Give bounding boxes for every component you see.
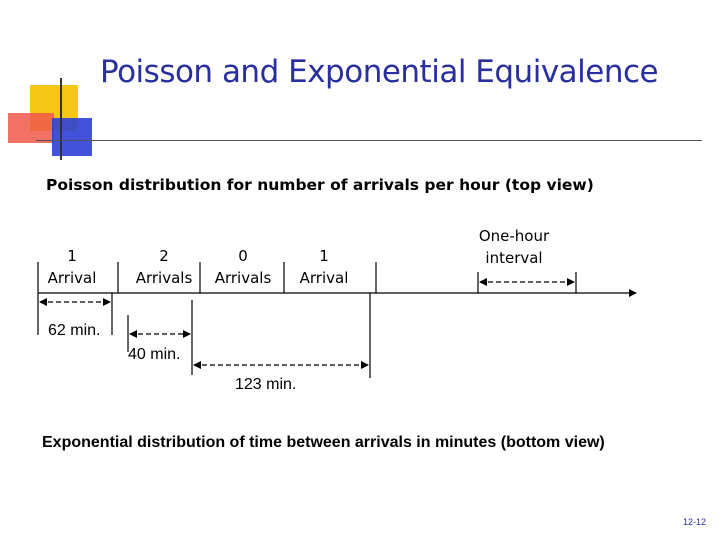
hour-ticks	[38, 262, 376, 293]
interval-label-line1: One-hour	[478, 227, 550, 245]
gap-label-40: 40 min.	[128, 346, 181, 363]
poisson-caption: Poisson distribution for number of arrivals per hour (top view)	[46, 176, 594, 194]
hour-label-count: 1	[67, 247, 77, 265]
hour-label-unit: Arrival	[299, 269, 349, 287]
gap-label-62: 62 min.	[48, 322, 101, 339]
hour-label-unit: Arrival	[47, 269, 97, 287]
exponential-caption: Exponential distribution of time between arrivals in minutes (bottom view)	[42, 434, 605, 451]
hour-label-count: 0	[238, 247, 248, 265]
hour-label-unit: Arrivals	[214, 269, 272, 287]
hour-label-unit: Arrivals	[135, 269, 193, 287]
gap-label-123: 123 min.	[235, 376, 297, 393]
hour-label-count: 1	[319, 247, 329, 265]
page-number: 12-12	[682, 517, 706, 527]
slide-title: Poisson and Exponential Equivalence	[100, 54, 659, 90]
hour-label-count: 2	[159, 247, 169, 265]
interval-label-line2: interval	[485, 249, 543, 267]
